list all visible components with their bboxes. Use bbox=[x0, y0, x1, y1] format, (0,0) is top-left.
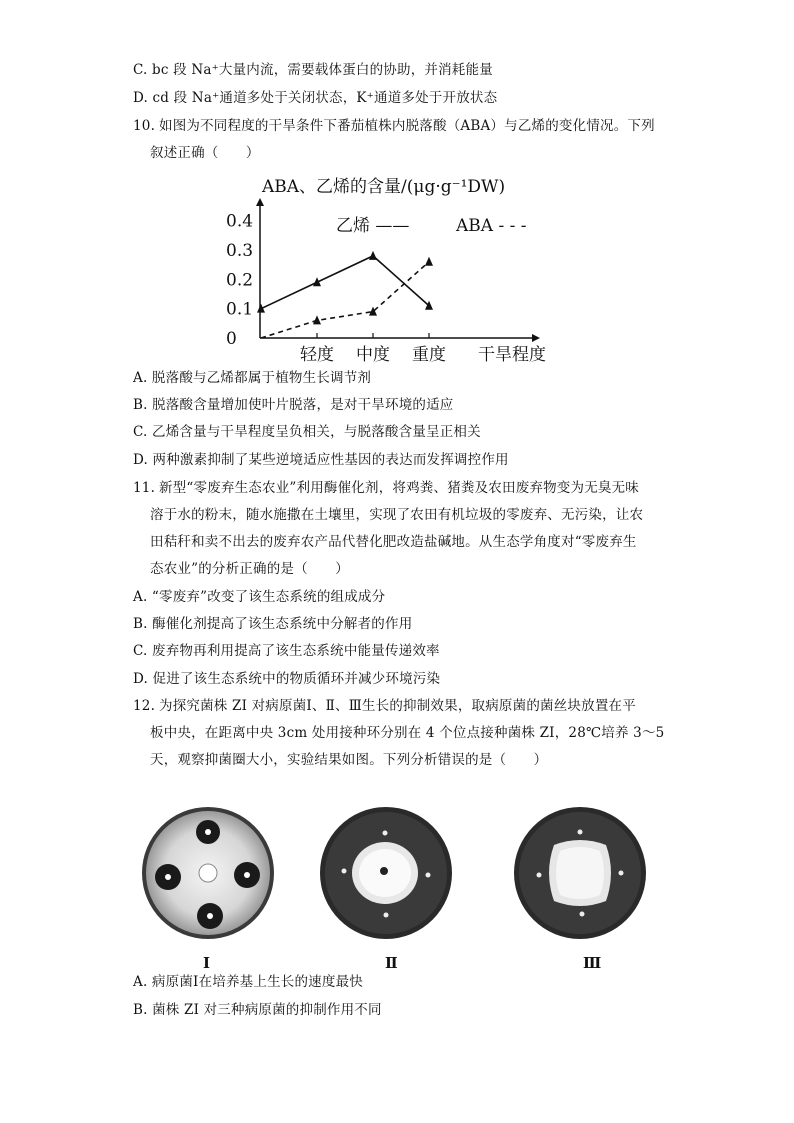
q12-stem-text: 为探究菌株 ZI 对病原菌Ⅰ、Ⅱ、Ⅲ生长的抑制效果，取病原菌的菌丝块放置在平 bbox=[159, 698, 636, 714]
petri-dish-2-image bbox=[318, 805, 454, 941]
q12-number: 12. bbox=[133, 698, 156, 714]
q9-option-d: D. cd 段 Na⁺通道多处于关闭状态，K⁺通道多处于开放状态 bbox=[133, 90, 498, 106]
dish-label-1: Ⅰ bbox=[203, 954, 211, 972]
y-axis-arrow bbox=[256, 198, 264, 206]
q11-stem-line4: 态农业”的分析正确的是（ ） bbox=[150, 561, 349, 577]
dish-label-3: Ⅲ bbox=[583, 954, 602, 972]
abа-ethylene-chart bbox=[226, 170, 580, 365]
q12-option-b: B. 菌株 ZI 对三种病原菌的抑制作用不同 bbox=[133, 1002, 382, 1018]
y-tick-label: 0.3 bbox=[226, 241, 254, 261]
data-point-ethylene bbox=[425, 301, 433, 310]
data-point-aba bbox=[425, 257, 433, 266]
q11-stem-line2: 溶于水的粉末，随水施撒在土壤里，实现了农田有机垃圾的零废弃、无污染，让农 bbox=[150, 507, 644, 523]
petri-dish-3-image bbox=[512, 805, 648, 941]
q11-option-a: A. “零废弃”改变了该生态系统的组成成分 bbox=[133, 589, 386, 605]
dish-label-2: Ⅱ bbox=[385, 954, 398, 972]
q10-stem-line2: 叙述正确（ ） bbox=[150, 145, 260, 161]
q11-option-c: C. 废弃物再利用提高了该生态系统中能量传递效率 bbox=[133, 643, 440, 659]
y-tick-label: 0.2 bbox=[226, 270, 254, 291]
q11-option-b: B. 酶催化剂提高了该生态系统中分解者的作用 bbox=[133, 616, 413, 632]
series-line-ethylene bbox=[261, 256, 429, 309]
data-point-ethylene bbox=[369, 251, 377, 260]
chart-title: ABA、乙烯的含量/(μg·g⁻¹DW) bbox=[262, 177, 506, 197]
q11-number: 11. bbox=[133, 480, 156, 496]
q9-option-c: C. bc 段 Na⁺大量内流，需要载体蛋白的协助，并消耗能量 bbox=[133, 62, 493, 78]
q12-option-a: A. 病原菌Ⅰ在培养基上生长的速度最快 bbox=[133, 974, 363, 990]
q10-number: 10. bbox=[133, 118, 156, 134]
x-tick-label: 中度 bbox=[356, 345, 390, 365]
q10-option-a: A. 脱落酸与乙烯都属于植物生长调节剂 bbox=[133, 370, 372, 386]
q10-option-d: D. 两种激素抑制了某些逆境适应性基因的表达而发挥调控作用 bbox=[133, 452, 509, 468]
x-tick-label: 重度 bbox=[412, 345, 446, 365]
y-tick-label: 0.4 bbox=[226, 211, 254, 232]
data-point-aba bbox=[369, 307, 377, 316]
x-tick-label: 轻度 bbox=[300, 345, 334, 365]
legend-aba: ABA - - - bbox=[456, 216, 527, 236]
q11-stem-line3: 田秸秆和卖不出去的废弃农产品代替化肥改造盐碱地。从生态学角度对“零废弃生 bbox=[150, 534, 637, 550]
x-axis-label: 干旱程度 bbox=[478, 345, 546, 365]
legend-ethylene: 乙烯 —— bbox=[336, 216, 410, 236]
q10-option-b: B. 脱落酸含量增加使叶片脱落，是对干旱环境的适应 bbox=[133, 397, 454, 413]
series-line-aba bbox=[261, 262, 429, 338]
q12-stem-line1 bbox=[133, 696, 636, 716]
q12-stem-line2: 板中央，在距离中央 3cm 处用接种环分别在 4 个位点接种菌株 ZI，28℃培养 3～5 bbox=[150, 725, 665, 741]
q12-stem-line3: 天，观察抑菌圈大小，实验结果如图。下列分析错误的是（ ） bbox=[150, 752, 548, 768]
data-point-aba bbox=[313, 315, 321, 324]
q11-option-d: D. 促进了该生态系统中的物质循环并减少环境污染 bbox=[133, 671, 441, 687]
q10-stem-line1 bbox=[133, 116, 655, 136]
petri-dish-1-image bbox=[140, 805, 276, 941]
q10-stem-text: 如图为不同程度的干旱条件下番茄植株内脱落酸（ABA）与乙烯的变化情况。下列 bbox=[159, 118, 655, 134]
y-tick-label: 0.1 bbox=[226, 299, 254, 320]
q11-stem-text: 新型“零废弃生态农业”利用酶催化剂，将鸡粪、猪粪及农田废弃物变为无臭无味 bbox=[159, 480, 640, 496]
y-tick-label: 0 bbox=[226, 329, 237, 349]
x-axis-arrow bbox=[532, 334, 540, 342]
q10-option-c: C. 乙烯含量与干旱程度呈负相关，与脱落酸含量呈正相关 bbox=[133, 424, 481, 440]
q11-stem-line1 bbox=[133, 478, 639, 498]
